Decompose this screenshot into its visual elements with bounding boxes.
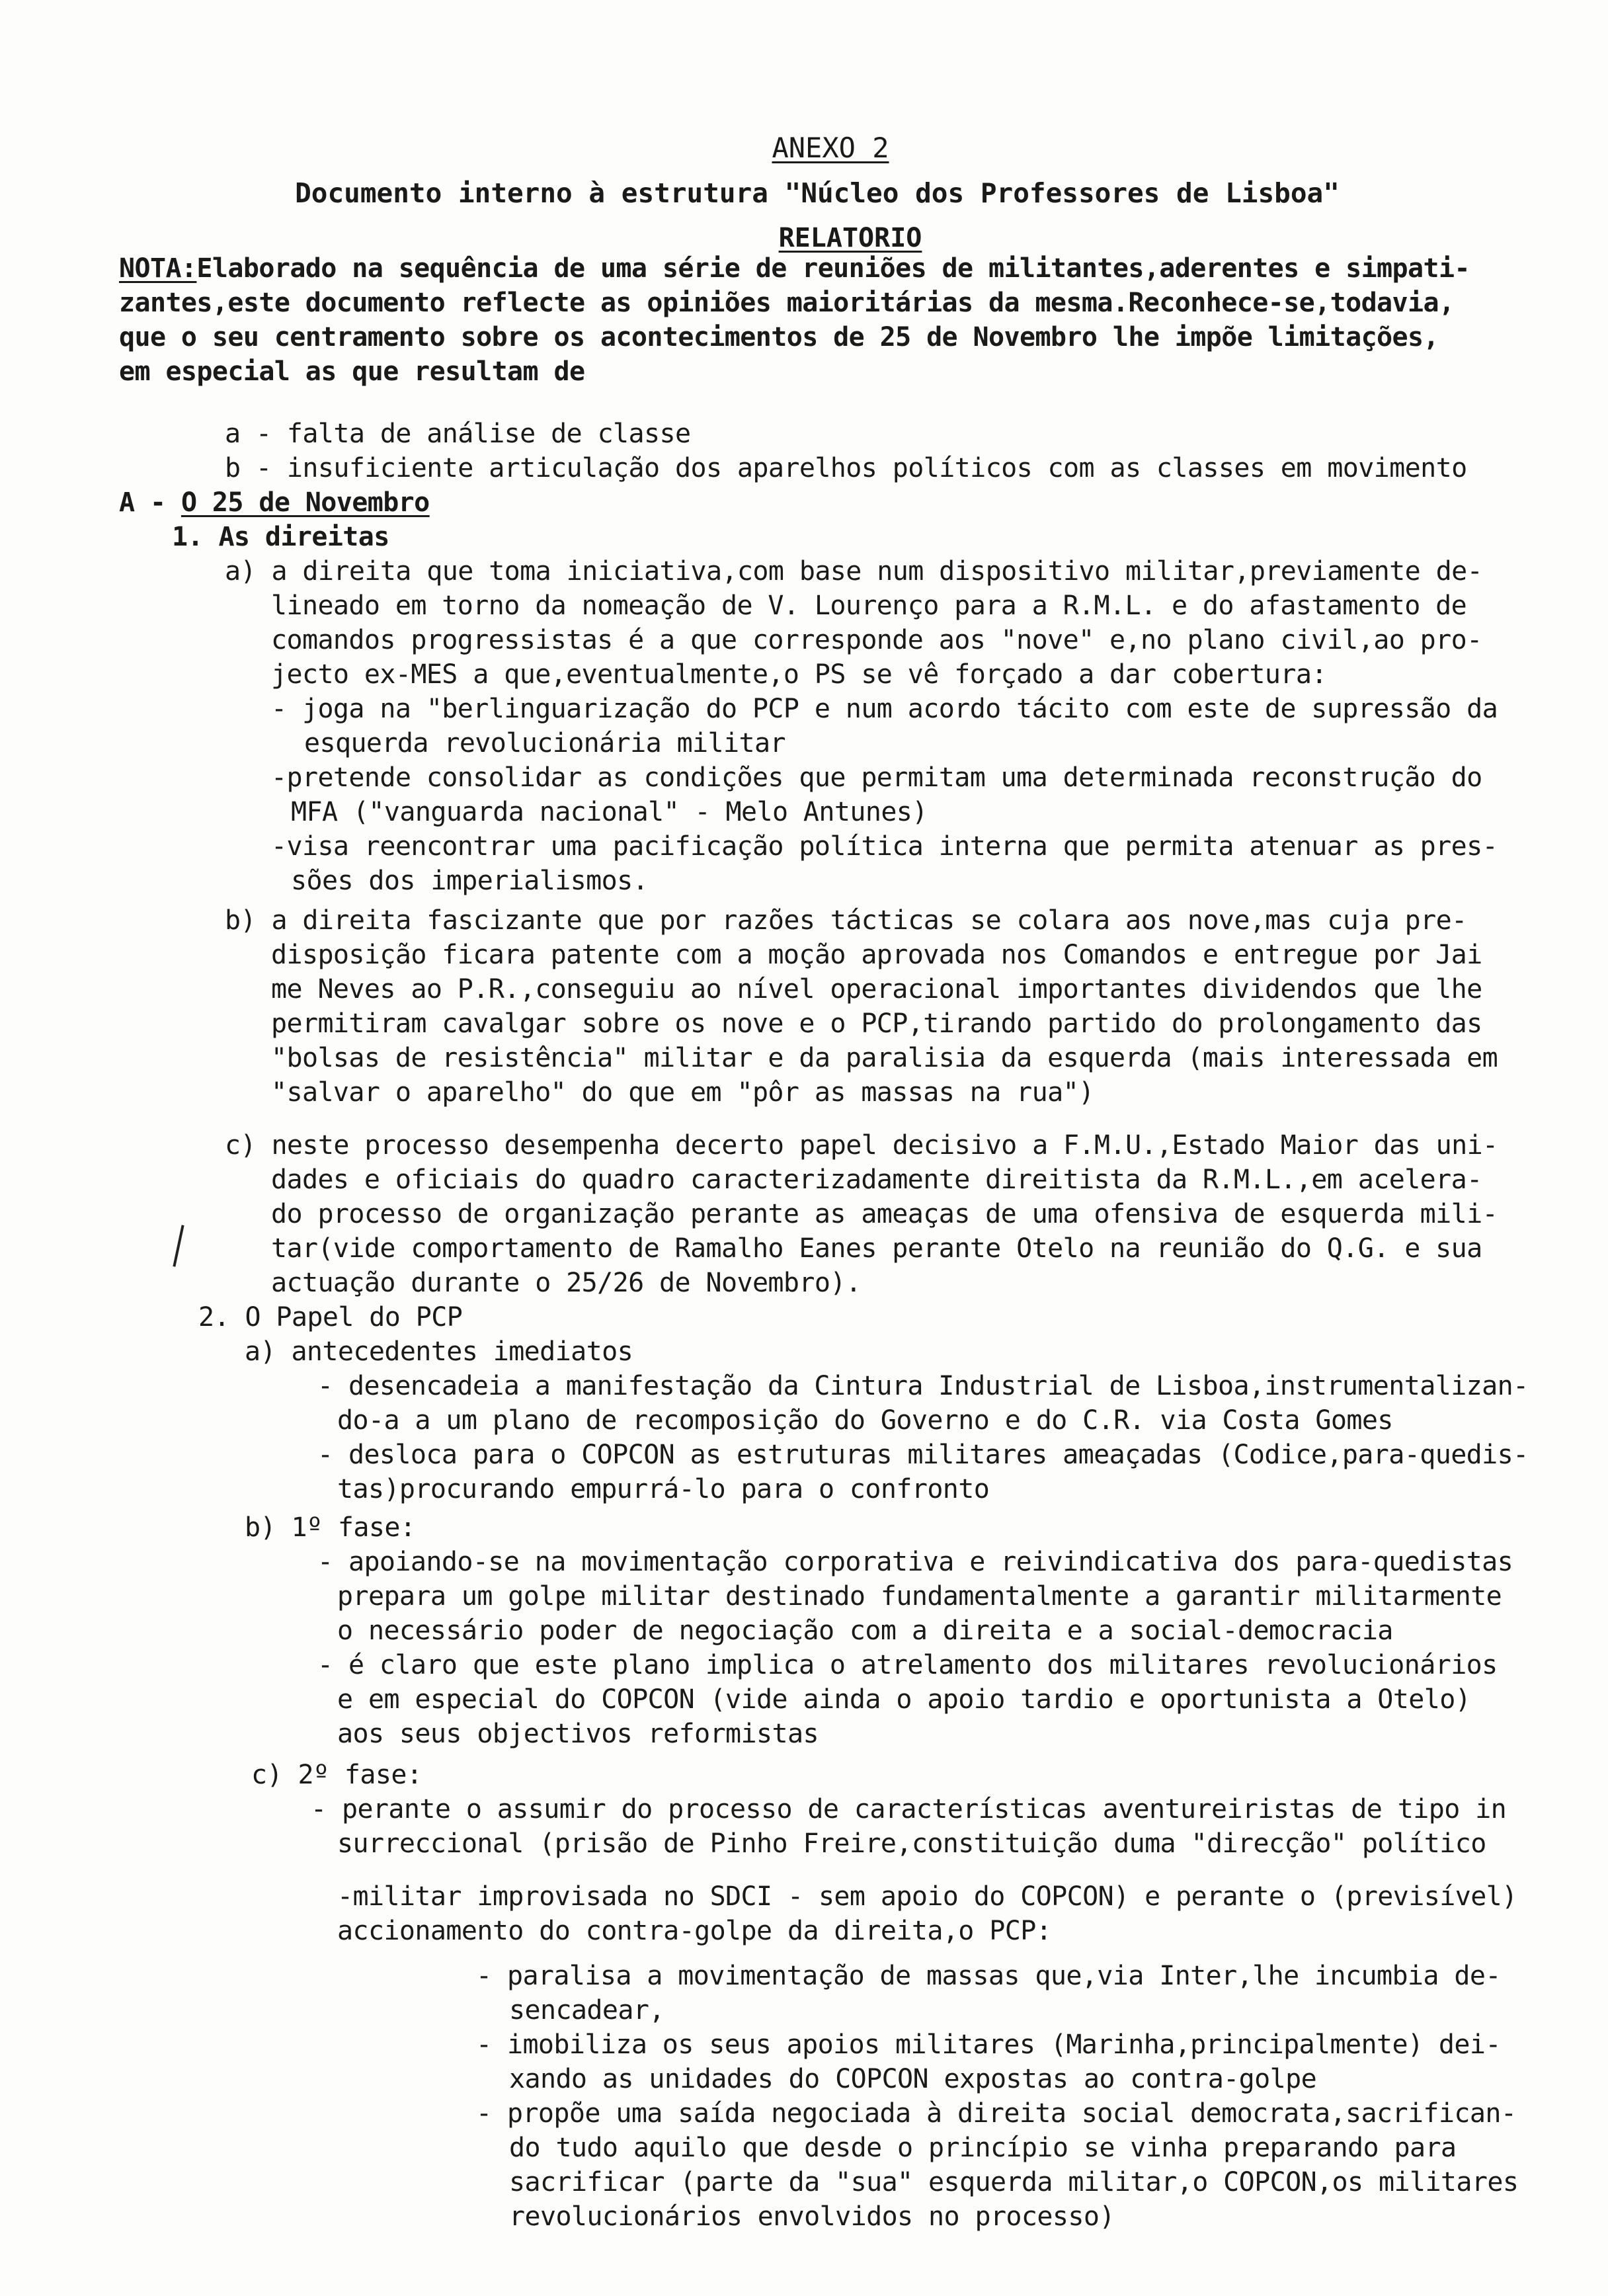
part2-c-line: surreccional (prisão de Pinho Freire,constituição duma "direcção" político [337,1828,1486,1859]
note-line-2: zantes,este documento reflecte as opiniões maioritárias da mesma.Reconhece-se,todavia, [119,288,1455,318]
part1-a-line: -visa reencontrar uma pacificação política interna que permita atenuar as pres- [271,831,1498,862]
part2-a-line: - desencadeia a manifestação da Cintura Industrial de Lisboa,instrumentalizan- [317,1371,1529,1401]
note-line-1: Elaborado na sequência de uma série de reuniões de militantes,aderentes e simpati- [196,253,1470,284]
part1-a-line: -pretende consolidar as condições que permitam uma determinada reconstrução do [271,762,1482,793]
note-block [119,251,1470,286]
part1-c-line: do processo de organização perante as ameaças de uma ofensiva de esquerda mili- [271,1199,1498,1229]
part2-b-line: - apoiando-se na movimentação corporativa e reivindicativa dos para-quedistas [317,1547,1513,1577]
part2-b-line: e em especial do COPCON (vide ainda o apoio tardio e oportunista a Otelo) [337,1684,1471,1715]
part1-a-line: esquerda revolucionária militar [304,728,785,758]
part1-a-line: - joga na "berlinguarização do PCP e num acordo tácito com este de supressão da [271,694,1498,724]
part2-c-sub-line: sacrificar (parte da "sua" esquerda militar,o COPCON,os militares [509,2167,1519,2197]
part2-a-line: - desloca para o COPCON as estruturas militares ameaçadas (Codice,para-quedis- [317,1440,1529,1470]
part2-c-sub-line: do tudo aquilo que desde o princípio se vinha preparando para [509,2133,1457,2163]
note-label: NOTA: [119,253,197,284]
note-item-b: b - insuficiente articulação dos aparelhos políticos com as classes em movimento [225,453,1467,483]
section-a-heading [119,485,430,520]
part1-b-line: "salvar o aparelho" do que em "pôr as massas na rua") [271,1077,1094,1108]
part2-heading: 2. O Papel do PCP [198,1302,463,1332]
report-title: RELATORIO [778,223,922,253]
part1-a-line: sões dos imperialismos. [291,866,649,896]
part2-a-line: do-a a um plano de recomposição do Governo e do C.R. via Costa Gomes [337,1405,1393,1436]
part2-c-sub-line: revolucionários envolvidos no processo) [509,2201,1115,2232]
part2-b-line: aos seus objectivos reformistas [337,1719,819,1749]
part2-c-line: accionamento do contra-golpe da direita,o PCP: [337,1916,1052,1946]
part2-c-title: c) 2º fase: [251,1760,422,1790]
document-subtitle: Documento interno à estrutura "Núcleo dos Professores de Lisboa" [295,177,1340,209]
part2-b-line: - é claro que este plano implica o atrelamento dos militares revolucionários [317,1650,1498,1680]
part1-a-line: jecto ex-MES a que,eventualmente,o PS se vê forçado a dar cobertura: [271,659,1327,690]
part2-b-title: b) 1º fase: [245,1512,416,1543]
part2-c-sub-line: sencadear, [509,1995,664,2026]
annex-title: ANEXO 2 [772,132,889,164]
part1-c-line: c) neste processo desempenha decerto papel decisivo a F.M.U.,Estado Maior das uni- [225,1130,1498,1161]
section-a-prefix: A - [119,487,181,518]
part2-a-line: tas)procurando empurrá-lo para o confronto [337,1474,990,1504]
margin-pen-mark [173,1225,184,1266]
part2-c-sub-line: - paralisa a movimentação de massas que,via Inter,lhe incumbia de- [476,1961,1501,1991]
part1-a-line: a) a direita que toma iniciativa,com base num dispositivo militar,previamente de- [225,556,1483,587]
part1-a-line: lineado em torno da nomeação de V. Lourenço para a R.M.L. e do afastamento de [271,591,1467,621]
part1-b-line: me Neves ao P.R.,conseguiu ao nível operacional importantes dividendos que lhe [271,974,1482,1004]
part1-b-line: permitiram cavalgar sobre os nove e o PCP,tirando partido do prolongamento das [271,1008,1482,1039]
part1-b-line: disposição ficara patente com a moção aprovada nos Comandos e entregue por Jai [271,940,1482,970]
part2-a-title: a) antecedentes imediatos [245,1336,633,1367]
part2-c-line: -militar improvisada no SDCI - sem apoio do COPCON) e perante o (previsível) [337,1881,1517,1912]
note-item-a: a - falta de análise de classe [225,419,691,449]
part1-a-line: MFA ("vanguarda nacional" - Melo Antunes) [291,797,928,827]
section-a-title: O 25 de Novembro [181,487,430,518]
part2-c-sub-line: - imobiliza os seus apoios militares (Marinha,principalmente) dei- [476,2030,1501,2060]
part1-c-line: tar(vide comportamento de Ramalho Eanes perante Otelo na reunião do Q.G. e sua [271,1233,1482,1264]
note-line-4: em especial as que resultam de [119,356,585,387]
part2-c-sub-line: xando as unidades do COPCON expostas ao contra-golpe [509,2064,1317,2094]
part1-b-line: b) a direita fascizante que por razões tácticas se colara aos nove,mas cuja pre- [225,905,1467,936]
note-line-3: que o seu centramento sobre os acontecimentos de 25 de Novembro lhe impõe limitações, [119,322,1439,352]
part2-b-line: prepara um golpe militar destinado fundamentalmente a garantir militarmente [337,1581,1502,1612]
part1-heading: 1. As direitas [172,522,389,552]
part1-a-line: comandos progressistas é a que corresponde aos "nove" e,no plano civil,ao pro- [271,625,1482,655]
part1-c-line: actuação durante o 25/26 de Novembro). [271,1268,862,1298]
part2-c-sub-line: - propõe uma saída negociada à direita social democrata,sacrifican- [476,2098,1517,2129]
part2-b-line: o necessário poder de negociação com a direita e a social-democracia [337,1616,1393,1646]
part2-c-line: - perante o assumir do processo de características aventureiristas de tipo in [311,1794,1507,1824]
part1-c-line: dades e oficiais do quadro caracterizadamente direitista da R.M.L.,em acelera- [271,1165,1482,1195]
part1-b-line: "bolsas de resistência" militar e da paralisia da esquerda (mais interessada em [271,1043,1498,1073]
